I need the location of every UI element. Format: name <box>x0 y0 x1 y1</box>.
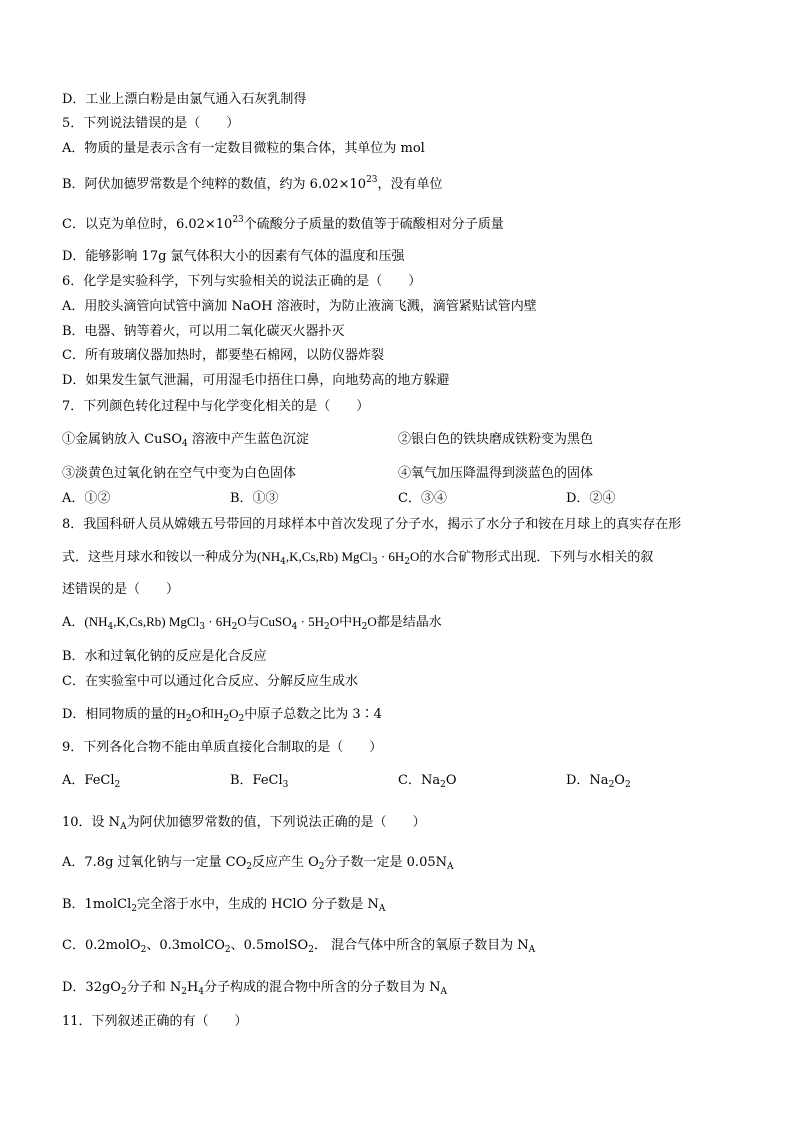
q10-option-c: C．0.2molO$_2$、0.3molCO$_2$、0.5molSO$_2$． 混合气体中所含的氧原子数目为 $N_A$ <box>62 938 536 955</box>
question-10: 10．设 $N_A$为阿伏加德罗常数的值，下列说法正确的是（ ） <box>62 815 426 832</box>
q4-option-d: D．工业上漂白粉是由氯气通入石灰乳制得 <box>62 92 307 107</box>
q7-option-b: B．①③ <box>230 491 279 506</box>
q7-item-2: ②银白色的铁块磨成铁粉变为黑色 <box>398 432 594 447</box>
q8-option-b: B．水和过氧化钠的反应是化合反应 <box>62 649 267 664</box>
q7-item-3: ③淡黄色过氧化钠在空气中变为白色固体 <box>62 466 297 481</box>
q6-option-a: A．用胶头滴管向试管中滴加 NaOH 溶液时，为防止液滴飞溅，滴管紧贴试管内壁 <box>62 299 537 314</box>
q7-option-c: C．③④ <box>398 491 447 506</box>
q5-option-a: A．物质的量是表示含有一定数目微粒的集合体，其单位为 mol <box>62 141 425 156</box>
q8-option-d: D．相同物质的量的$H_2O$和$H_2O_2$中原子总数之比为 3∶4 <box>62 706 382 724</box>
q10-option-b: B．1molCl$_2$完全溶于水中，生成的 HClO 分子数是 $N_A$ <box>62 897 386 914</box>
question-11: 11．下列叙述正确的有（ ） <box>62 1014 248 1029</box>
q7-option-d: D．②④ <box>566 491 616 506</box>
question-8-line-3: 述错误的是（ ） <box>62 582 180 597</box>
q5-option-b: B．阿伏加德罗常数是个纯粹的数值，约为 $6.02\times 10^{23}$，没有单位 <box>62 175 443 192</box>
q10-option-a: A．7.8g 过氧化钠与一定量 $CO_2$反应产生 $O_2$分子数一定是 $0.05N_A$ <box>62 855 454 872</box>
question-8-line-1: 8．我国科研人员从嫦娥五号带回的月球样本中首次发现了分子水，揭示了水分子和铵在月球上的真实存在形 <box>62 517 682 532</box>
q9-option-a: A．FeCl$_2$ <box>62 773 121 790</box>
q8-option-c: C．在实验室中可以通过化合反应、分解反应生成水 <box>62 674 358 689</box>
q6-option-c: C．所有玻璃仪器加热时，都要垫石棉网，以防仪器炸裂 <box>62 348 384 363</box>
q9-option-c: C．$Na_2O$ <box>398 773 457 790</box>
question-8-line-2: 式．这些月球水和铵以一种成分为$(NH_4,K,Cs,Rb)$ MgCl$_3$ · $6H_2O$的水合矿物形式出现．下列与水相关的叙 <box>62 549 654 567</box>
q7-option-a: A．①② <box>62 491 111 506</box>
question-5: 5．下列说法错误的是（ ） <box>62 116 240 131</box>
q7-item-4: ④氧气加压降温得到淡蓝色的固体 <box>398 466 594 481</box>
q9-option-d: D．$Na_2O_2$ <box>566 773 631 790</box>
q8-option-a: A．$(NH_4,K,Cs,Rb)$ MgCl$_3$ · $6H_2O$与CuSO$_4$ · $5H_2O$中$H_2O$都是结晶水 <box>62 614 442 632</box>
q10-option-d: D．$32gO_2$分子和 $N_2H_4$分子构成的混合物中所含的分子数目为 $N_A$ <box>62 980 448 997</box>
q9-option-b: B．FeCl$_3$ <box>230 773 289 790</box>
q5-option-c: C．以克为单位时，$6.02\times 10^{23}$个硫酸分子质量的数值等于硫酸相对分子质量 <box>62 215 504 232</box>
q6-option-b: B．电器、钠等着火，可以用二氧化碳灭火器扑灭 <box>62 324 345 339</box>
q7-item-1: ①金属钠放入 CuSO$_4$ 溶液中产生蓝色沉淀 <box>62 432 309 449</box>
question-6: 6．化学是实验科学，下列与实验相关的说法正确的是（ ） <box>62 274 422 289</box>
question-9: 9．下列各化合物不能由单质直接化合制取的是（ ） <box>62 740 383 755</box>
q5-option-d: D．能够影响 17g 氯气体积大小的因素有气体的温度和压强 <box>62 249 405 264</box>
question-7: 7．下列颜色转化过程中与化学变化相关的是（ ） <box>62 399 370 414</box>
q6-option-d: D．如果发生氯气泄漏，可用湿毛巾捂住口鼻，向地势高的地方躲避 <box>62 373 450 388</box>
